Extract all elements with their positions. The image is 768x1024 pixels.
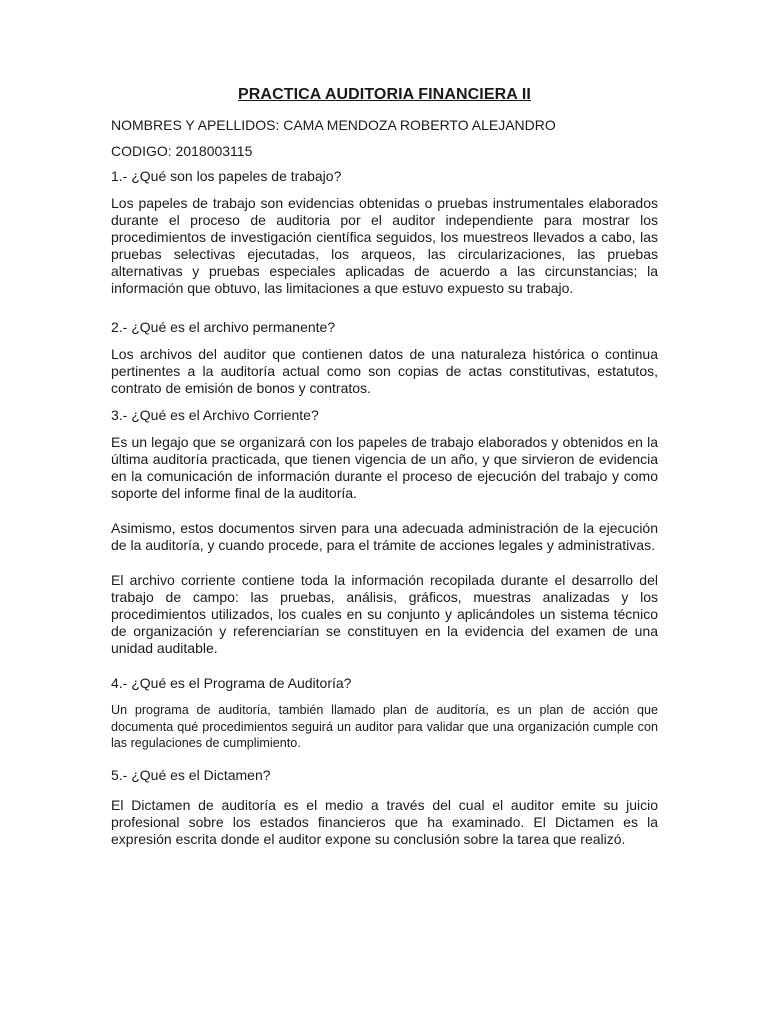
document-title: PRACTICA AUDITORIA FINANCIERA II [238, 86, 531, 103]
question-4: 4.- ¿Qué es el Programa de Auditoría? [111, 675, 352, 691]
question-5: 5.- ¿Qué es el Dictamen? [111, 766, 271, 783]
answer-1: Los papeles de trabajo son evidencias obtenidas o pruebas instrumentales elaborados durante el proceso de auditoria por el auditor independiente para mostrar los procedimientos de investigación científica seguidos, los muestreos llevados a cabo, las pruebas selectivas ejecutadas, los arqueos, las circularizaciones, las pruebas alternativas y pruebas especiales aplicadas de acuerdo a las circunstancias; la información que obtuvo, las limitaciones a que estuvo expuesto su trabajo. [111, 195, 658, 296]
answer-4: Un programa de auditoría, también llamado plan de auditoría, es un plan de acción que documenta qué procedimientos seguirá un auditor para validar que una organización cumple con las regulaciones de cumplimiento. [111, 703, 658, 750]
student-code: CODIGO: 2018003115 [111, 143, 253, 159]
answer-3-paragraph-1: Es un legajo que se organizará con los papeles de trabajo elaborados y obtenidos en la última auditoría practicada, que tienen vigencia de un año, y que sirvieron de evidencia en la comunicación de información durante el proceso de ejecución del trabajo y como soporte del informe final de la auditoría. [111, 434, 658, 501]
question-3: 3.- ¿Qué es el Archivo Corriente? [111, 407, 319, 423]
answer-5: El Dictamen de auditoría es el medio a través del cual el auditor emite su juicio profesional sobre los estados financieros que ha examinado. El Dictamen es la expresión escrita donde el auditor expone su conclusión sobre la tarea que realizó. [111, 796, 658, 847]
student-names: NOMBRES Y APELLIDOS: CAMA MENDOZA ROBERTO ALEJANDRO [111, 117, 556, 133]
answer-3-paragraph-2: Asimismo, estos documentos sirven para una adecuada administración de la ejecución de la auditoría, y cuando procede, para el trámite de acciones legales y administrativas. [111, 520, 658, 553]
question-2: 2.- ¿Qué es el archivo permanente? [111, 319, 336, 335]
answer-3-paragraph-3: El archivo corriente contiene toda la información recopilada durante el desarrollo del trabajo de campo: las pruebas, análisis, gráficos, muestras analizadas y los procedimientos utilizados, los cuales en su conjunto y aplicándoles un sistema técnico de organización y referenciarían se constituyen en la evidencia del examen de una unidad auditable. [111, 572, 658, 656]
question-1: 1.- ¿Qué son los papeles de trabajo? [111, 168, 342, 184]
answer-2: Los archivos del auditor que contienen datos de una naturaleza histórica o continua pertinentes a la auditoría actual como son copias de actas constitutivas, estatutos, contrato de emisión de bonos y contratos. [111, 346, 658, 396]
